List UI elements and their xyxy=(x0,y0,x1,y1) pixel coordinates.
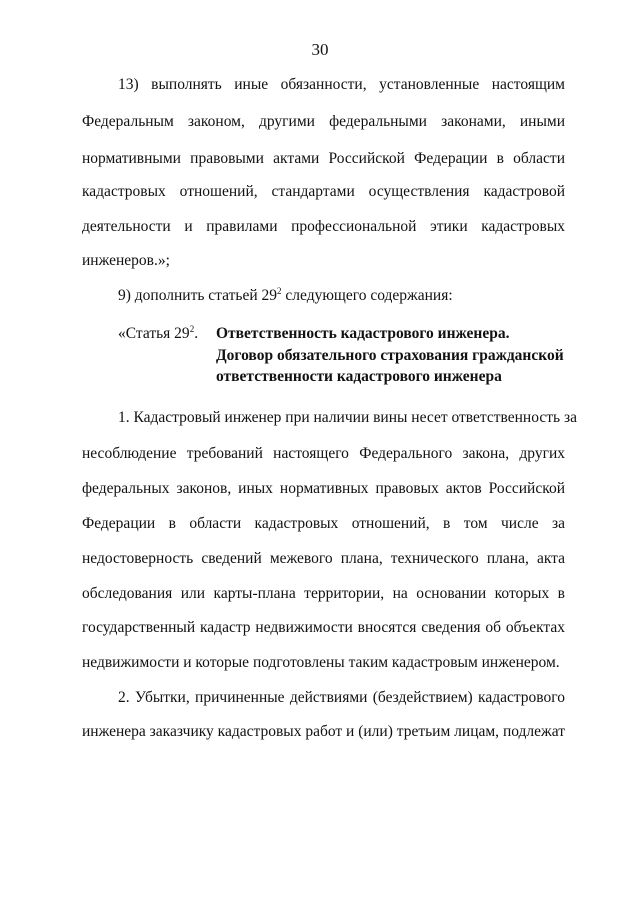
clause2-line-1: 2. Убытки, причиненные действиями (бездействием) кадастрового xyxy=(118,689,565,706)
article-label xyxy=(118,324,198,344)
clause1-line-6: обследования или карты-плана территории, на основании которых в xyxy=(82,585,565,602)
page-number: 30 xyxy=(311,40,329,59)
para13-line-4: кадастровых отношений, стандартами осуществления кадастровой xyxy=(82,183,565,200)
clause1-line-2: несоблюдение требований настоящего Федерального закона, других xyxy=(82,445,565,462)
article-superscript: 2 xyxy=(189,324,195,334)
para13-line-5: деятельности и правилами профессиональной этики кадастровых xyxy=(82,218,565,235)
item9-text-before: 9) дополнить статьей 29 xyxy=(118,287,278,304)
para13-line-1: 13) выполнять иные обязанности, установленные настоящим xyxy=(118,76,565,93)
article-title-line-2: Договор обязательного страхования гражданской xyxy=(216,347,564,364)
article-title-line-3: ответственности кадастрового инженера xyxy=(216,368,502,385)
clause1-line-5: недостоверность сведений межевого плана, технического плана, акта xyxy=(82,550,565,567)
para13-line-3: нормативными правовыми актами Российской Федерации в области xyxy=(82,150,565,167)
item9-superscript: 2 xyxy=(277,286,282,296)
clause1-line-3: федеральных законов, иных нормативных правовых актов Российской xyxy=(82,480,565,497)
article-label-text: «Статья 29 xyxy=(118,325,190,342)
clause1-line-4: Федерации в области кадастровых отношений, в том числе за xyxy=(82,515,565,532)
clause2-line-2: инженера заказчику кадастровых работ и (или) третьим лицам, подлежат xyxy=(82,723,565,740)
clause1-line-8: недвижимости и которые подготовлены таким кадастровым инженером. xyxy=(82,654,560,671)
article-label-dot: . xyxy=(194,325,199,342)
item9-line xyxy=(118,286,601,306)
article-title-line-1: Ответственность кадастрового инженера. xyxy=(216,325,510,342)
clause1-line-7: государственный кадастр недвижимости вносятся сведения об объектах xyxy=(82,619,565,636)
para13-line-6: инженеров.»; xyxy=(82,252,170,269)
item9-text-after: следующего содержания: xyxy=(281,287,453,304)
clause1-line-1: 1. Кадастровый инженер при наличии вины несет ответственность за xyxy=(118,409,577,426)
para13-line-2: Федеральным законом, другими федеральными законами, иными xyxy=(82,113,565,130)
